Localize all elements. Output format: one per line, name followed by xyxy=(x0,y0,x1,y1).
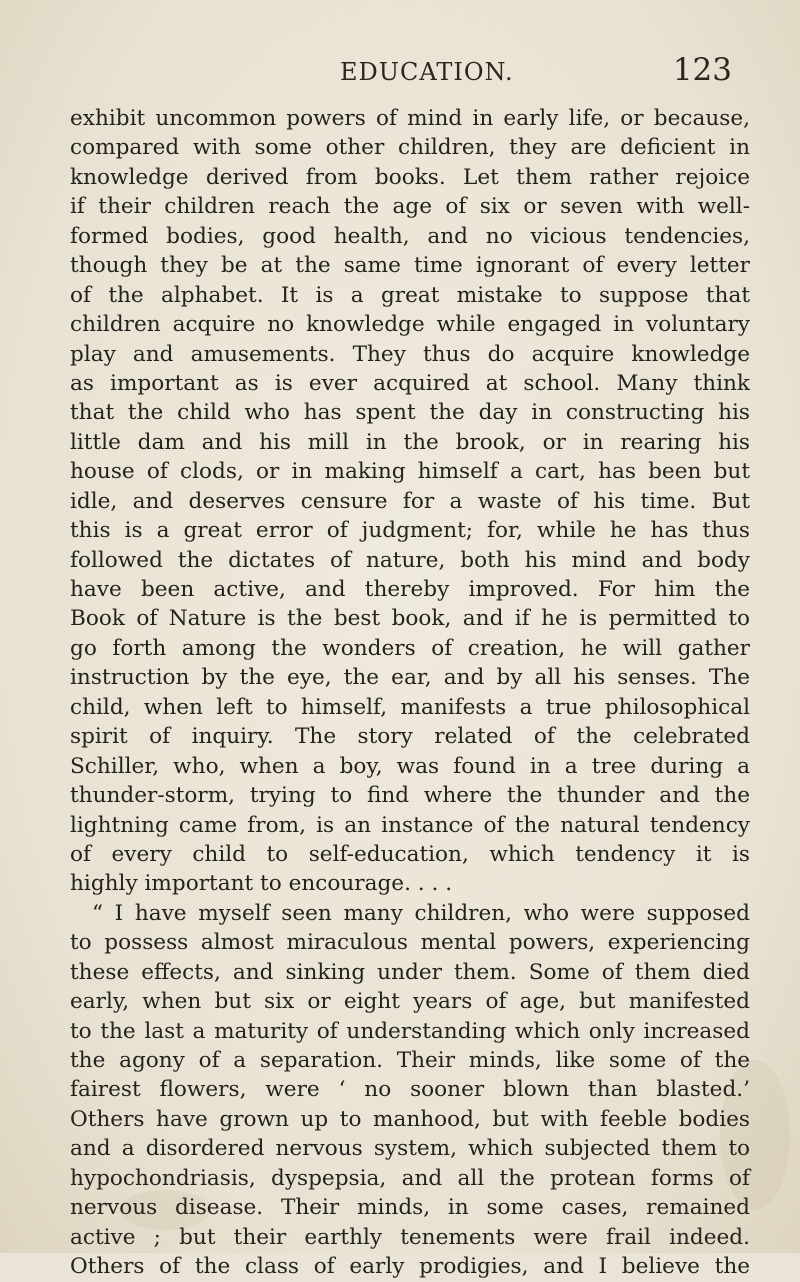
text-line: child, when left to himself, manifests a true philosophical xyxy=(70,694,750,720)
text-line: highly important to encourage. . . . xyxy=(70,871,453,897)
text-line: idle, and deserves censure for a waste of his time. But xyxy=(70,488,750,514)
text-line: early, when but six or eight years of age, but manifested xyxy=(70,989,750,1015)
text-line: of every child to self-education, which tendency it is xyxy=(70,841,750,867)
text-line: have been active, and thereby improved. For him the xyxy=(70,577,750,602)
text-line: children acquire no knowledge while engaged in voluntary xyxy=(70,312,750,338)
text-line: Book of Nature is the best book, and if he is permitted to xyxy=(70,606,750,632)
text-line: of the alphabet. It is a great mistake to suppose that xyxy=(70,282,750,308)
text-line: though they be at the same time ignorant of every letter xyxy=(70,253,750,279)
text-line: if their children reach the age of six or seven with well- xyxy=(70,194,750,220)
text-line: Schiller, who, when a boy, was found in a tree during a xyxy=(70,753,750,779)
running-head xyxy=(72,52,732,92)
text-line: active ; but their earthly tenements were frail indeed. xyxy=(70,1224,750,1250)
body-text xyxy=(70,104,750,1282)
text-line: to possess almost miraculous mental powers, experiencing xyxy=(70,930,750,956)
text-line: go forth among the wonders of creation, he will gather xyxy=(70,635,750,661)
text-line: and a disordered nervous system, which subjected them to xyxy=(70,1136,750,1162)
text-line: lightning came from, is an instance of the natural tendency xyxy=(70,812,750,838)
text-line: that the child who has spent the day in constructing his xyxy=(70,400,750,426)
text-line: spirit of inquiry. The story related of the celebrated xyxy=(70,724,750,750)
text-line: instruction by the eye, the ear, and by all his senses. The xyxy=(70,665,750,691)
text-line: the agony of a separation. Their minds, like some of the xyxy=(70,1048,750,1073)
text-line: house of clods, or in making himself a cart, has been but xyxy=(70,459,750,485)
text-line: fairest flowers, were ‘ no sooner blown than blasted.’ xyxy=(70,1077,750,1103)
text-line: as important as is ever acquired at school. Many think xyxy=(70,370,750,396)
text-line: these effects, and sinking under them. Some of them died xyxy=(70,959,750,985)
text-line: knowledge derived from books. Let them rather rejoice xyxy=(70,164,750,190)
text-line: thunder-storm, trying to find where the thunder and the xyxy=(70,783,750,809)
page-number: 123 xyxy=(672,52,732,88)
text-line: Others of the class of early prodigies, and I believe the xyxy=(70,1254,750,1280)
text-line: compared with some other children, they are deficient in xyxy=(70,135,750,161)
text-line: to the last a maturity of understanding which only increased xyxy=(70,1018,750,1044)
text-line: Others have grown up to manhood, but with feeble bodies xyxy=(70,1106,750,1132)
text-line: followed the dictates of nature, both his mind and body xyxy=(70,547,750,573)
text-line: formed bodies, good health, and no vicious tendencies, xyxy=(70,223,750,249)
text-line: exhibit uncommon powers of mind in early life, or because, xyxy=(70,106,750,131)
text-line: “ I have myself seen many children, who were supposed xyxy=(92,900,750,926)
text-line: play and amusements. They thus do acquire knowledge xyxy=(70,341,750,367)
text-line: this is a great error of judgment; for, while he has thus xyxy=(70,518,750,544)
text-line: nervous disease. Their minds, in some cases, remained xyxy=(70,1195,750,1221)
running-head-title: EDUCATION. xyxy=(340,58,514,86)
text-line: hypochondriasis, dyspepsia, and all the protean forms of xyxy=(70,1165,750,1191)
text-line: little dam and his mill in the brook, or in rearing his xyxy=(70,429,750,455)
